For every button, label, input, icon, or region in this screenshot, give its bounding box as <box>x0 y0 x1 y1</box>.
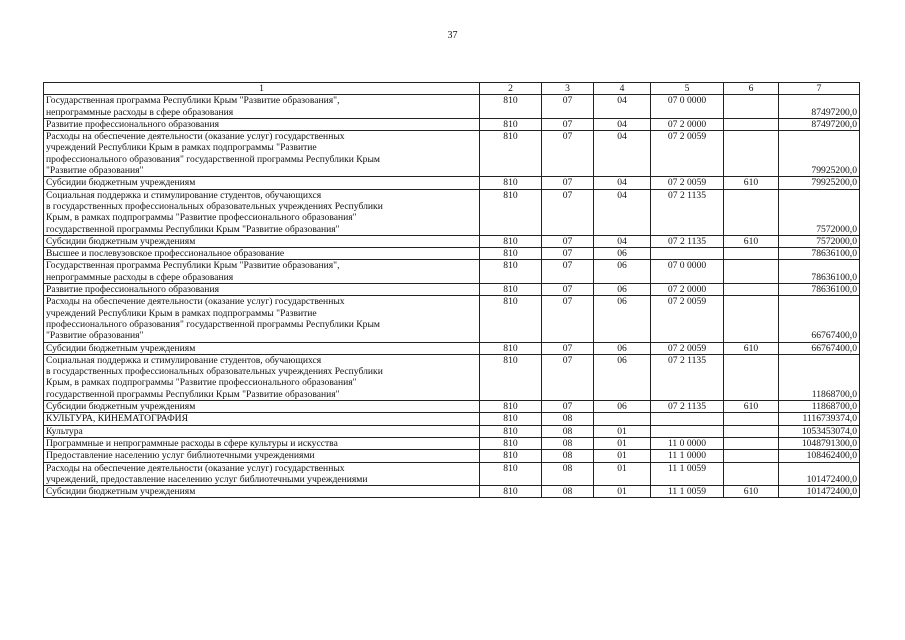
row-name-cell: Высшее и послевузовское профессиональное образование <box>44 248 480 260</box>
expense-type-cell: 610 <box>724 177 779 189</box>
admin-code-cell: 810 <box>480 284 542 296</box>
expense-type-cell <box>724 450 779 462</box>
subsection-code-cell: 06 <box>594 296 651 342</box>
subsection-code-cell <box>594 413 651 425</box>
subsection-code-cell: 06 <box>594 284 651 296</box>
row-name-cell: Субсидии бюджетным учреждениям <box>44 342 480 354</box>
row-name-cell: Развитие профессионального образования <box>44 118 480 130</box>
subsection-code-cell: 01 <box>594 486 651 498</box>
column-header-7: 7 <box>779 83 860 95</box>
section-code-cell: 08 <box>542 462 594 486</box>
admin-code-cell: 810 <box>480 342 542 354</box>
section-code-cell: 07 <box>542 131 594 177</box>
subsection-code-cell: 01 <box>594 462 651 486</box>
admin-code-cell: 810 <box>480 177 542 189</box>
table-row <box>44 118 860 130</box>
admin-code-cell: 810 <box>480 462 542 486</box>
column-header-3: 3 <box>542 83 594 95</box>
table-row <box>44 284 860 296</box>
expense-type-cell: 610 <box>724 486 779 498</box>
subsection-code-cell: 04 <box>594 118 651 130</box>
amount-cell: 1053453074,0 <box>779 425 860 437</box>
target-article-cell <box>651 248 724 260</box>
table-row <box>44 189 860 235</box>
admin-code-cell: 810 <box>480 354 542 400</box>
amount-cell: 78636100,0 <box>779 284 860 296</box>
subsection-code-cell: 04 <box>594 131 651 177</box>
column-header-5: 5 <box>651 83 724 95</box>
amount-cell: 66767400,0 <box>779 342 860 354</box>
table-row <box>44 450 860 462</box>
admin-code-cell: 810 <box>480 248 542 260</box>
section-code-cell: 07 <box>542 401 594 413</box>
row-name-cell: КУЛЬТУРА, КИНЕМАТОГРАФИЯ <box>44 413 480 425</box>
subsection-code-cell: 04 <box>594 95 651 119</box>
row-name-cell: Развитие профессионального образования <box>44 284 480 296</box>
row-name-cell: Субсидии бюджетным учреждениям <box>44 486 480 498</box>
admin-code-cell: 810 <box>480 401 542 413</box>
table-row <box>44 437 860 449</box>
subsection-code-cell: 06 <box>594 342 651 354</box>
column-header-6: 6 <box>724 83 779 95</box>
target-article-cell: 07 2 0059 <box>651 342 724 354</box>
amount-cell: 108462400,0 <box>779 450 860 462</box>
row-name-cell: Субсидии бюджетным учреждениям <box>44 177 480 189</box>
amount-cell: 7572000,0 <box>779 189 860 235</box>
target-article-cell: 07 2 1135 <box>651 354 724 400</box>
expense-type-cell <box>724 296 779 342</box>
subsection-code-cell: 06 <box>594 401 651 413</box>
row-name-cell: Расходы на обеспечение деятельности (оказание услуг) государственных учреждений Республики Крым в рамках подпрограммы "Развитие профессионального образования" государственной программы Республики Крым "Развитие образования" <box>44 131 480 177</box>
admin-code-cell: 810 <box>480 296 542 342</box>
row-name-cell: Расходы на обеспечение деятельности (оказание услуг) государственных учреждений Республики Крым в рамках подпрограммы "Развитие профессионального образования" государственной программы Республики Крым "Развитие образования" <box>44 296 480 342</box>
target-article-cell: 07 2 1135 <box>651 401 724 413</box>
admin-code-cell: 810 <box>480 437 542 449</box>
subsection-code-cell: 06 <box>594 354 651 400</box>
subsection-code-cell: 06 <box>594 260 651 284</box>
section-code-cell: 08 <box>542 486 594 498</box>
amount-cell: 66767400,0 <box>779 296 860 342</box>
admin-code-cell: 810 <box>480 425 542 437</box>
table-row <box>44 401 860 413</box>
section-code-cell: 07 <box>542 177 594 189</box>
admin-code-cell: 810 <box>480 413 542 425</box>
subsection-code-cell: 01 <box>594 450 651 462</box>
expense-type-cell <box>724 437 779 449</box>
table-row <box>44 296 860 342</box>
table-row <box>44 462 860 486</box>
subsection-code-cell: 01 <box>594 437 651 449</box>
admin-code-cell: 810 <box>480 95 542 119</box>
amount-cell: 1048791300,0 <box>779 437 860 449</box>
column-header-1: 1 <box>44 83 480 95</box>
admin-code-cell: 810 <box>480 235 542 247</box>
admin-code-cell: 810 <box>480 131 542 177</box>
expense-type-cell <box>724 248 779 260</box>
target-article-cell: 07 0 0000 <box>651 95 724 119</box>
row-name-cell: Предоставление населению услуг библиотечными учреждениями <box>44 450 480 462</box>
admin-code-cell: 810 <box>480 118 542 130</box>
row-name-cell: Социальная поддержка и стимулирование студентов, обучающихся в государственных профессиональных образовательных учреждениях Республики Крым, в рамках подпрограммы "Развитие профессионального образования" государственной программы Республики Крым "Развитие образования" <box>44 354 480 400</box>
expense-type-cell: 610 <box>724 235 779 247</box>
subsection-code-cell: 04 <box>594 189 651 235</box>
table-row <box>44 235 860 247</box>
amount-cell: 78636100,0 <box>779 260 860 284</box>
amount-cell: 7572000,0 <box>779 235 860 247</box>
subsection-code-cell: 04 <box>594 177 651 189</box>
target-article-cell: 11 1 0059 <box>651 486 724 498</box>
table-row <box>44 95 860 119</box>
section-code-cell: 08 <box>542 437 594 449</box>
admin-code-cell: 810 <box>480 260 542 284</box>
section-code-cell: 07 <box>542 354 594 400</box>
table-row <box>44 486 860 498</box>
row-name-cell: Программные и непрограммные расходы в сфере культуры и искусства <box>44 437 480 449</box>
column-header-2: 2 <box>480 83 542 95</box>
target-article-cell: 07 2 0059 <box>651 296 724 342</box>
admin-code-cell: 810 <box>480 189 542 235</box>
expense-type-cell <box>724 118 779 130</box>
section-code-cell: 08 <box>542 450 594 462</box>
expense-type-cell: 610 <box>724 401 779 413</box>
row-name-cell: Культура <box>44 425 480 437</box>
expense-type-cell <box>724 462 779 486</box>
row-name-cell: Субсидии бюджетным учреждениям <box>44 401 480 413</box>
section-code-cell: 07 <box>542 284 594 296</box>
row-name-cell: Расходы на обеспечение деятельности (оказание услуг) государственных учреждений, предоставление населению услуг библиотечными учреждениями <box>44 462 480 486</box>
target-article-cell: 07 2 0059 <box>651 131 724 177</box>
subsection-code-cell: 01 <box>594 425 651 437</box>
table-row <box>44 248 860 260</box>
amount-cell: 101472400,0 <box>779 462 860 486</box>
amount-cell: 11868700,0 <box>779 354 860 400</box>
subsection-code-cell: 06 <box>594 248 651 260</box>
page-number: 37 <box>447 30 458 41</box>
target-article-cell: 07 2 0000 <box>651 284 724 296</box>
amount-cell: 78636100,0 <box>779 248 860 260</box>
expense-type-cell <box>724 284 779 296</box>
target-article-cell: 07 2 1135 <box>651 235 724 247</box>
subsection-code-cell: 04 <box>594 235 651 247</box>
budget-table <box>43 82 860 498</box>
row-name-cell: Субсидии бюджетным учреждениям <box>44 235 480 247</box>
amount-cell: 87497200,0 <box>779 118 860 130</box>
section-code-cell: 08 <box>542 425 594 437</box>
amount-cell: 11868700,0 <box>779 401 860 413</box>
section-code-cell: 07 <box>542 248 594 260</box>
amount-cell: 79925200,0 <box>779 131 860 177</box>
expense-type-cell <box>724 95 779 119</box>
section-code-cell: 07 <box>542 296 594 342</box>
expense-type-cell: 610 <box>724 342 779 354</box>
target-article-cell: 11 1 0000 <box>651 450 724 462</box>
expense-type-cell <box>724 131 779 177</box>
table-header-row <box>44 83 860 95</box>
amount-cell: 1116739374,0 <box>779 413 860 425</box>
target-article-cell: 07 2 0059 <box>651 177 724 189</box>
table-row <box>44 260 860 284</box>
row-name-cell: Государственная программа Республики Крым "Развитие образования", непрограммные расходы в сфере образования <box>44 95 480 119</box>
expense-type-cell <box>724 413 779 425</box>
amount-cell: 87497200,0 <box>779 95 860 119</box>
target-article-cell: 07 2 0000 <box>651 118 724 130</box>
section-code-cell: 07 <box>542 342 594 354</box>
section-code-cell: 08 <box>542 413 594 425</box>
section-code-cell: 07 <box>542 189 594 235</box>
table-body <box>44 83 860 498</box>
section-code-cell: 07 <box>542 235 594 247</box>
table-row <box>44 413 860 425</box>
target-article-cell: 11 0 0000 <box>651 437 724 449</box>
amount-cell: 101472400,0 <box>779 486 860 498</box>
expense-type-cell <box>724 354 779 400</box>
table-row <box>44 354 860 400</box>
section-code-cell: 07 <box>542 118 594 130</box>
table-row <box>44 425 860 437</box>
section-code-cell: 07 <box>542 260 594 284</box>
table-row <box>44 342 860 354</box>
column-header-4: 4 <box>594 83 651 95</box>
expense-type-cell <box>724 189 779 235</box>
target-article-cell: 07 2 1135 <box>651 189 724 235</box>
target-article-cell <box>651 413 724 425</box>
table-row <box>44 177 860 189</box>
target-article-cell: 11 1 0059 <box>651 462 724 486</box>
admin-code-cell: 810 <box>480 450 542 462</box>
admin-code-cell: 810 <box>480 486 542 498</box>
target-article-cell: 07 0 0000 <box>651 260 724 284</box>
expense-type-cell <box>724 425 779 437</box>
row-name-cell: Государственная программа Республики Крым "Развитие образования", непрограммные расходы в сфере образования <box>44 260 480 284</box>
table-row <box>44 131 860 177</box>
amount-cell: 79925200,0 <box>779 177 860 189</box>
expense-type-cell <box>724 260 779 284</box>
section-code-cell: 07 <box>542 95 594 119</box>
target-article-cell <box>651 425 724 437</box>
row-name-cell: Социальная поддержка и стимулирование студентов, обучающихся в государственных профессиональных образовательных учреждениях Республики Крым, в рамках подпрограммы "Развитие профессионального образования" государственной программы Республики Крым "Развитие образования" <box>44 189 480 235</box>
